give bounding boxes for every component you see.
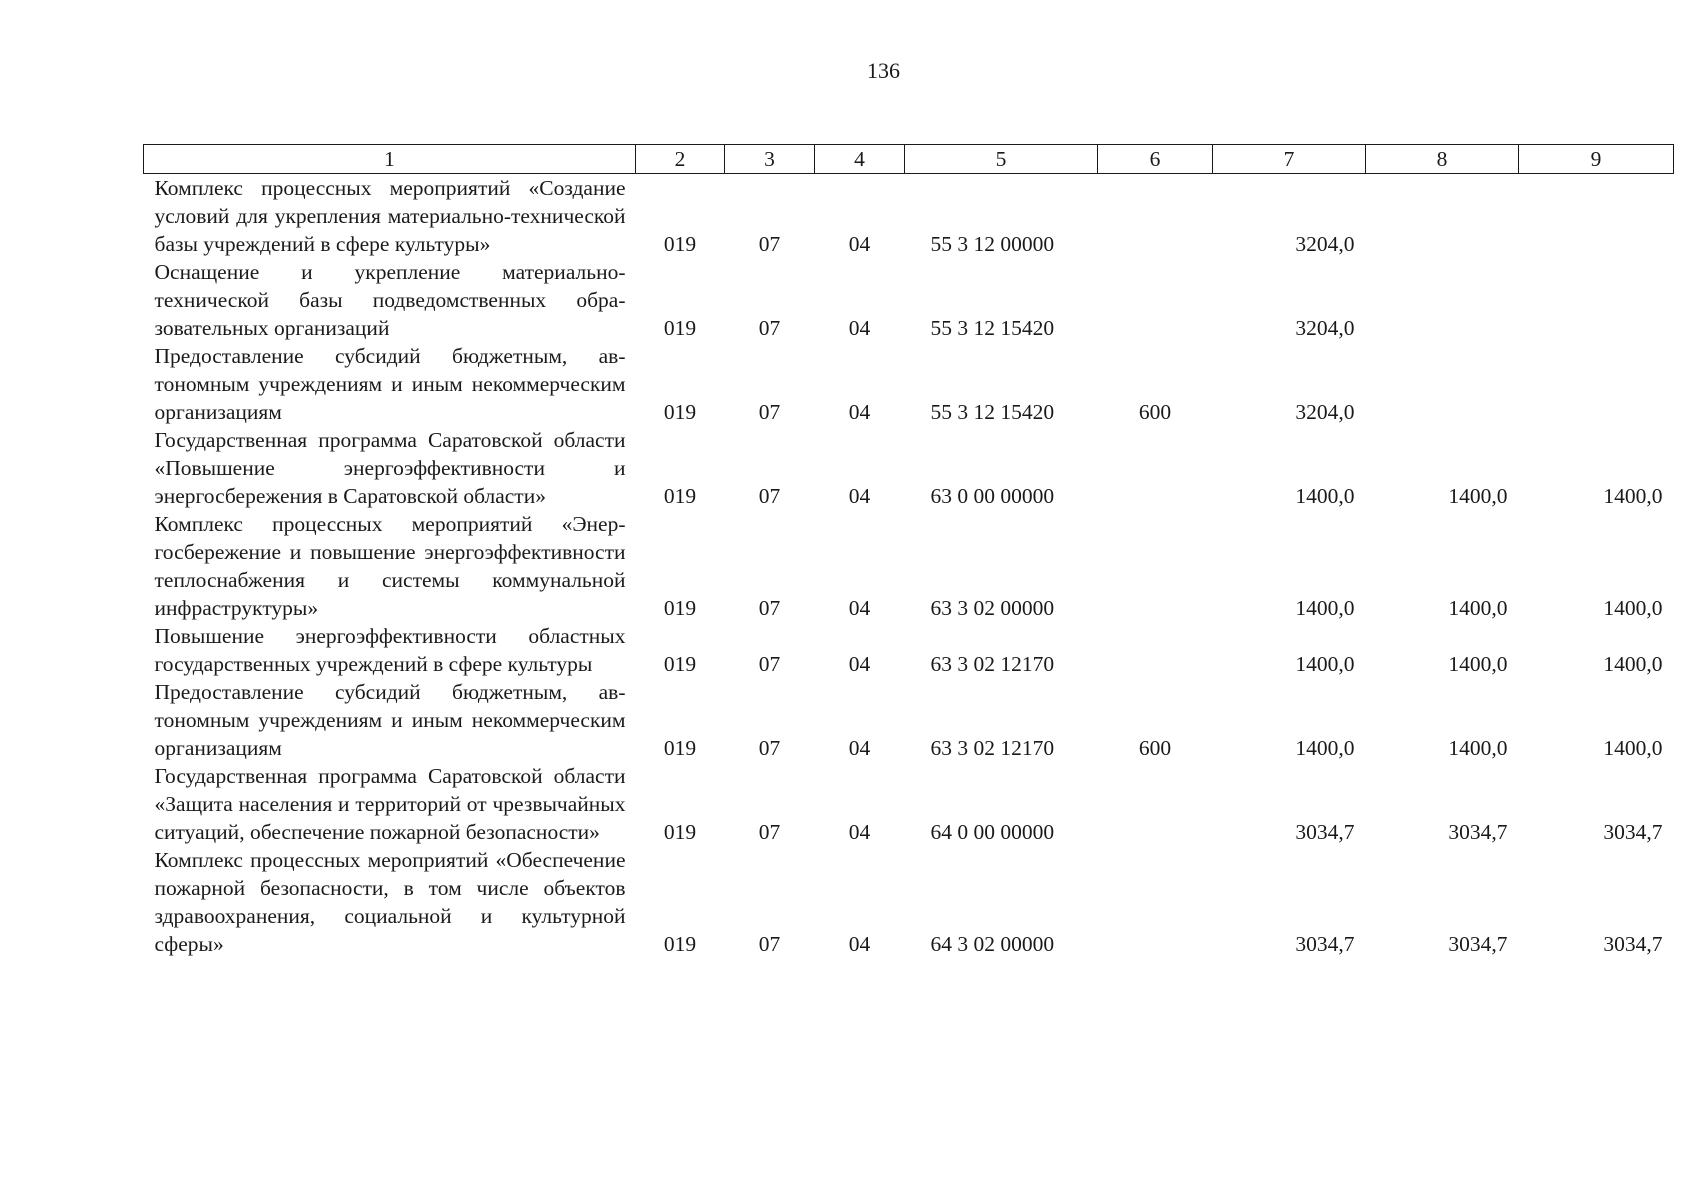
- amount-col-7: 1400,0: [1295, 596, 1355, 620]
- item-name: Комплекс процессных мероприятий «Энергосбережение и повышение энергоэффективности теплоснабжения и системы коммунальной инфраструктуры»: [154, 512, 626, 620]
- amount-col-8: 1400,0: [1448, 484, 1508, 508]
- section-code: 07: [758, 820, 781, 844]
- amount-col-7: 3034,7: [1295, 820, 1355, 844]
- item-name: Предоставление субсидий бюджетным, автономным учреждениям и иным некоммерческим организациям: [154, 344, 626, 424]
- target-article-code: 63 0 00 00000: [930, 484, 1055, 508]
- subsection-code: 04: [848, 820, 871, 844]
- amount-col-9: [1519, 258, 1674, 342]
- amount-col-7: 3034,7: [1295, 932, 1355, 956]
- column-header: 5: [905, 145, 1098, 174]
- ministry-code: 019: [663, 400, 697, 424]
- amount-col-8: 1400,0: [1448, 652, 1508, 676]
- section-code: 07: [758, 400, 781, 424]
- amount-col-7: 1400,0: [1295, 652, 1355, 676]
- item-name: Оснащение и укрепление материально-технической базы подведомственных образовательных организаций: [154, 260, 626, 340]
- amount-col-9: 3034,7: [1603, 932, 1663, 956]
- subsection-code: 04: [848, 736, 871, 760]
- amount-col-8: 3034,7: [1448, 932, 1508, 956]
- target-article-code: 64 3 02 00000: [930, 932, 1055, 956]
- item-name: Повышение энергоэффективности областных государственных учреждений в сфере культуры: [154, 624, 626, 676]
- column-header: 8: [1366, 145, 1519, 174]
- item-name: Государственная программа Саратовской области «Защита населения и территорий от чрезвычайных ситуаций, обеспечение пожарной безопасности»: [154, 764, 626, 844]
- budget-table: [143, 144, 1674, 958]
- ministry-code: 019: [663, 736, 697, 760]
- section-code: 07: [758, 596, 781, 620]
- section-code: 07: [758, 932, 781, 956]
- target-article-code: 55 3 12 15420: [930, 400, 1055, 424]
- table-row: [144, 426, 1674, 510]
- item-name: Государственная программа Саратовской области «Повышение энергоэффективности и энергосбережения в Саратовской области»: [154, 428, 626, 508]
- amount-col-8: 1400,0: [1448, 596, 1508, 620]
- subsection-code: 04: [848, 400, 871, 424]
- target-article-code: 64 0 00 00000: [930, 820, 1055, 844]
- table-row: [144, 622, 1674, 678]
- table-row: [144, 846, 1674, 958]
- amount-col-9: [1519, 174, 1674, 259]
- amount-col-8: [1366, 342, 1519, 426]
- target-article-code: 63 3 02 00000: [930, 596, 1055, 620]
- expense-type-code: [1098, 174, 1213, 259]
- table-row: [144, 678, 1674, 762]
- target-article-code: 63 3 02 12170: [930, 736, 1055, 760]
- subsection-code: 04: [848, 484, 871, 508]
- subsection-code: 04: [848, 232, 871, 256]
- expense-type-code: [1098, 426, 1213, 510]
- amount-col-9: 3034,7: [1603, 820, 1663, 844]
- ministry-code: 019: [663, 232, 697, 256]
- expense-type-code: [1098, 762, 1213, 846]
- section-code: 07: [758, 652, 781, 676]
- amount-col-7: 3204,0: [1295, 316, 1355, 340]
- amount-col-9: 1400,0: [1603, 596, 1663, 620]
- amount-col-8: 1400,0: [1448, 736, 1508, 760]
- expense-type-code: [1098, 846, 1213, 958]
- amount-col-7: 1400,0: [1295, 736, 1355, 760]
- target-article-code: 55 3 12 00000: [930, 232, 1055, 256]
- amount-col-9: 1400,0: [1603, 484, 1663, 508]
- expense-type-code: 600: [1138, 400, 1172, 424]
- subsection-code: 04: [848, 932, 871, 956]
- column-header: 3: [725, 145, 815, 174]
- amount-col-7: 1400,0: [1295, 484, 1355, 508]
- column-number-header-row: [144, 145, 1674, 174]
- amount-col-8: [1366, 174, 1519, 259]
- amount-col-8: [1366, 258, 1519, 342]
- amount-col-8: 3034,7: [1448, 820, 1508, 844]
- section-code: 07: [758, 484, 781, 508]
- subsection-code: 04: [848, 316, 871, 340]
- amount-col-9: 1400,0: [1603, 652, 1663, 676]
- expense-type-code: [1098, 622, 1213, 678]
- column-header: 1: [144, 145, 636, 174]
- amount-col-9: 1400,0: [1603, 736, 1663, 760]
- column-header: 9: [1519, 145, 1674, 174]
- column-header: 2: [636, 145, 725, 174]
- ministry-code: 019: [663, 652, 697, 676]
- expense-type-code: [1098, 258, 1213, 342]
- item-name: Комплекс процессных мероприятий «Обеспечение пожарной безопасности, в том числе объектов здравоохранения, социальной и культурной сферы»: [154, 848, 626, 956]
- table-body: [144, 174, 1674, 959]
- table-row: [144, 510, 1674, 622]
- item-name: Предоставление субсидий бюджетным, автономным учреждениям и иным некоммерческим организациям: [154, 680, 626, 760]
- ministry-code: 019: [663, 316, 697, 340]
- ministry-code: 019: [663, 932, 697, 956]
- table-row: [144, 174, 1674, 259]
- column-header: 6: [1098, 145, 1213, 174]
- ministry-code: 019: [663, 596, 697, 620]
- expense-type-code: 600: [1138, 736, 1172, 760]
- subsection-code: 04: [848, 652, 871, 676]
- section-code: 07: [758, 232, 781, 256]
- amount-col-9: [1519, 342, 1674, 426]
- ministry-code: 019: [663, 484, 697, 508]
- item-name: Комплекс процессных мероприятий «Создание условий для укрепления материально-технической базы учреждений в сфере культуры»: [154, 176, 626, 256]
- table-row: [144, 762, 1674, 846]
- table-row: [144, 258, 1674, 342]
- amount-col-7: 3204,0: [1295, 400, 1355, 424]
- amount-col-7: 3204,0: [1295, 232, 1355, 256]
- table-row: [144, 342, 1674, 426]
- subsection-code: 04: [848, 596, 871, 620]
- column-header: 7: [1213, 145, 1366, 174]
- column-header: 4: [815, 145, 905, 174]
- expense-type-code: [1098, 510, 1213, 622]
- target-article-code: 55 3 12 15420: [930, 316, 1055, 340]
- page-number: 136: [867, 58, 900, 83]
- section-code: 07: [758, 736, 781, 760]
- target-article-code: 63 3 02 12170: [930, 652, 1055, 676]
- ministry-code: 019: [663, 820, 697, 844]
- section-code: 07: [758, 316, 781, 340]
